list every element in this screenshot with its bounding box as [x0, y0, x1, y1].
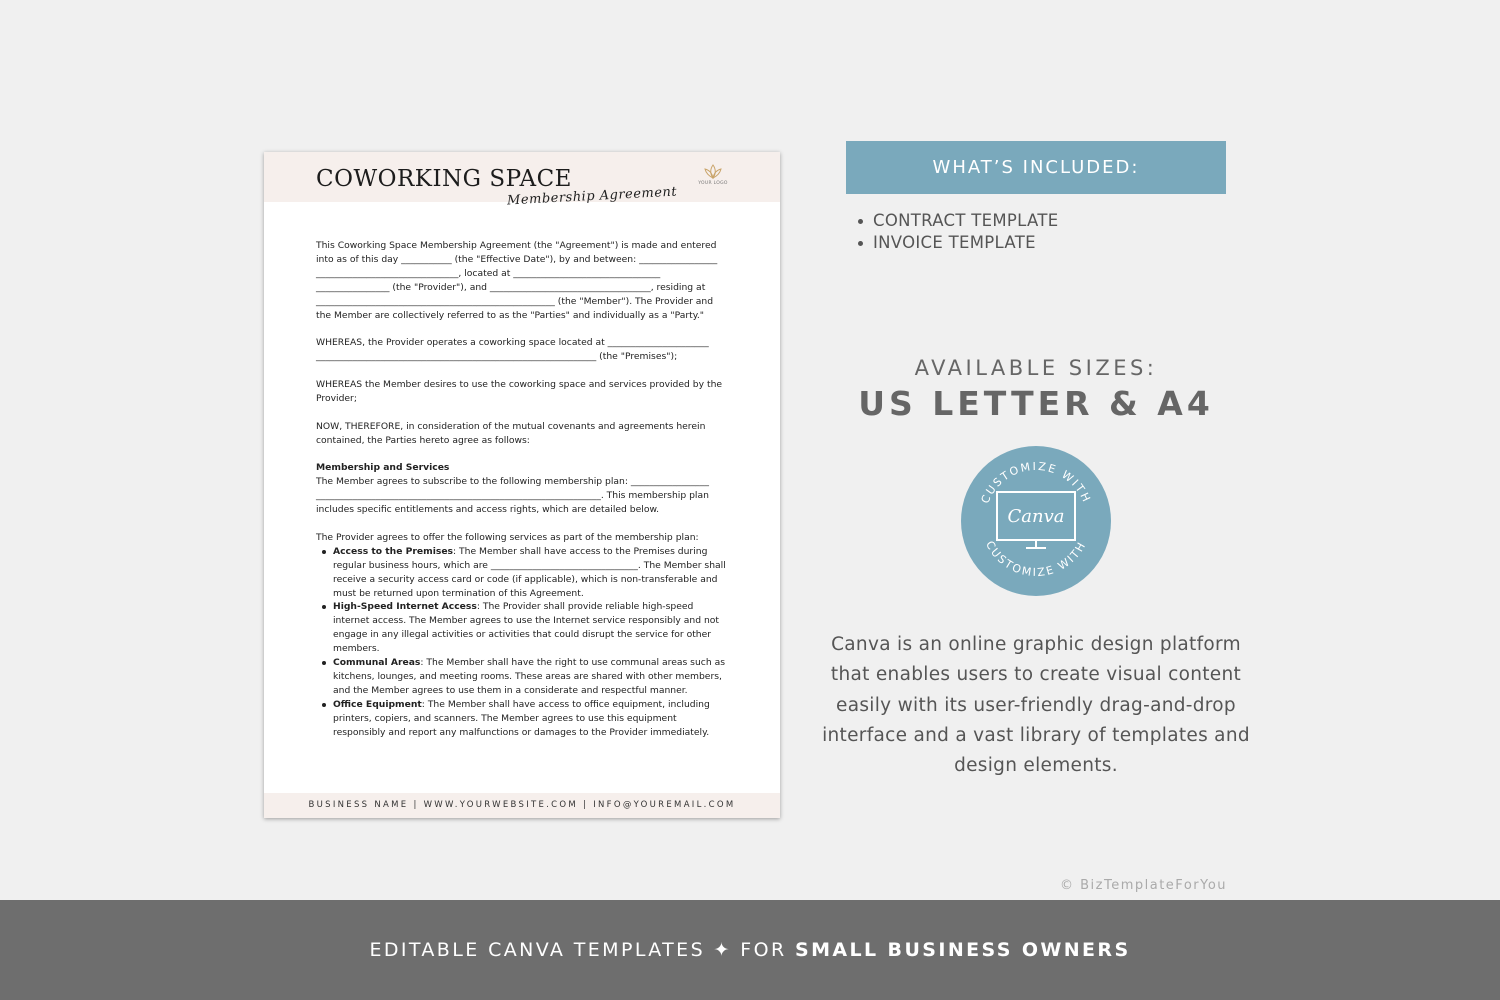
list-item — [316, 600, 730, 656]
document-preview — [264, 152, 780, 818]
service-text: : The Provider shall provide reliable high-speed internet access. The Member agrees to use the Internet service responsibly and not engage in any illegal activities or activities that could disrupt the service for other members. — [333, 601, 719, 655]
logo — [698, 164, 728, 186]
service-text: : The Member shall have access to the Premises during regular business hours, which are ________________________________. The Member shall receive a security access card or code (if applicable), which is non-transferable and must be returned upon termination of this Agreement. — [333, 545, 726, 599]
document-body — [316, 239, 730, 740]
badge-ring-text-top: CUSTOMIZE WITH — [978, 459, 1094, 506]
section-heading: Membership and Services — [316, 462, 450, 474]
logo-text: YOUR LOGO — [698, 181, 728, 186]
service-term: Office Equipment — [333, 698, 422, 710]
lotus-icon — [703, 164, 723, 180]
included-heading: WHAT’S INCLUDED: — [846, 141, 1226, 194]
document-header — [264, 152, 780, 209]
document-subtitle: Membership Agreement — [506, 184, 678, 209]
service-term: Communal Areas — [333, 657, 421, 669]
services-intro: The Provider agrees to offer the following services as part of the membership plan: — [316, 531, 699, 543]
services-list — [316, 545, 730, 740]
star-icon: ✦ — [713, 939, 732, 961]
list-item: CONTRACT TEMPLATE — [858, 210, 1058, 232]
document-footer: BUSINESS NAME | WWW.YOURWEBSITE.COM | INFO@YOUREMAIL.COM — [264, 793, 780, 818]
list-item — [316, 698, 730, 740]
included-list — [858, 210, 1058, 254]
canva-description: Canva is an online graphic design platform that enables users to create visual content easily with its user-friendly drag-and-drop interface and a vast library of templates and design elements. — [822, 634, 1250, 777]
intro-paragraph: This Coworking Space Membership Agreement (the "Agreement") is made and entered into as of this day ___________ (the "Effective Date"), by and between: _________________ _______________________________, located at ________________________________ ________________ (the "Provider"), and ___________________________________, residing at ____________________________________________________ (the "Member"). The Provider and the Member are collectively referred to as the "Parties" and individually as a "Party." — [316, 240, 718, 321]
service-term: High-Speed Internet Access — [333, 601, 477, 613]
list-item: INVOICE TEMPLATE — [858, 232, 1058, 254]
service-text: : The Member shall have access to office equipment, including printers, copiers, and scanners. The Member agrees to use this equipment responsibly and report any malfunctions or damages to the Provider immediately. — [333, 698, 710, 738]
list-item — [316, 656, 730, 698]
therefore-paragraph: NOW, THEREFORE, in consideration of the mutual covenants and agreements herein contained, the Parties hereto agree as follows: — [316, 420, 706, 446]
badge-ring-text-bottom: CUSTOMIZE WITH — [983, 538, 1089, 580]
badge-screen-text: Canva — [1007, 506, 1065, 527]
banner-text-2: FOR — [740, 939, 787, 961]
sizes-label: AVAILABLE SIZES: — [914, 356, 1158, 380]
section-paragraph: The Member agrees to subscribe to the following membership plan: _________________ ______________________________________________________________. This membership plan includes specific entitlements and access rights, which are detailed below. — [316, 476, 709, 516]
service-term: Access to the Premises — [333, 545, 454, 557]
bottom-banner — [0, 900, 1500, 1000]
list-item — [316, 545, 730, 601]
document-title: COWORKING SPACE — [316, 166, 572, 192]
service-text: : The Member shall have the right to use communal areas such as kitchens, lounges, and meeting rooms. These areas are shared with other members, and the Member agrees to use them in a considerate and respectful manner. — [333, 657, 726, 696]
whereas-paragraph-1: WHEREAS, the Provider operates a coworking space located at ______________________ _____________________________________________________________ (the "Premises"); — [316, 337, 709, 363]
sizes-value: US LETTER & A4 — [858, 384, 1214, 423]
copyright: © BizTemplateForYou — [1060, 878, 1228, 893]
customize-with-canva-badge — [961, 446, 1111, 596]
banner-text-3: SMALL BUSINESS OWNERS — [795, 939, 1131, 961]
banner-text-1: EDITABLE CANVA TEMPLATES — [369, 939, 706, 961]
whereas-paragraph-2: WHEREAS the Member desires to use the coworking space and services provided by the Provider; — [316, 379, 723, 404]
